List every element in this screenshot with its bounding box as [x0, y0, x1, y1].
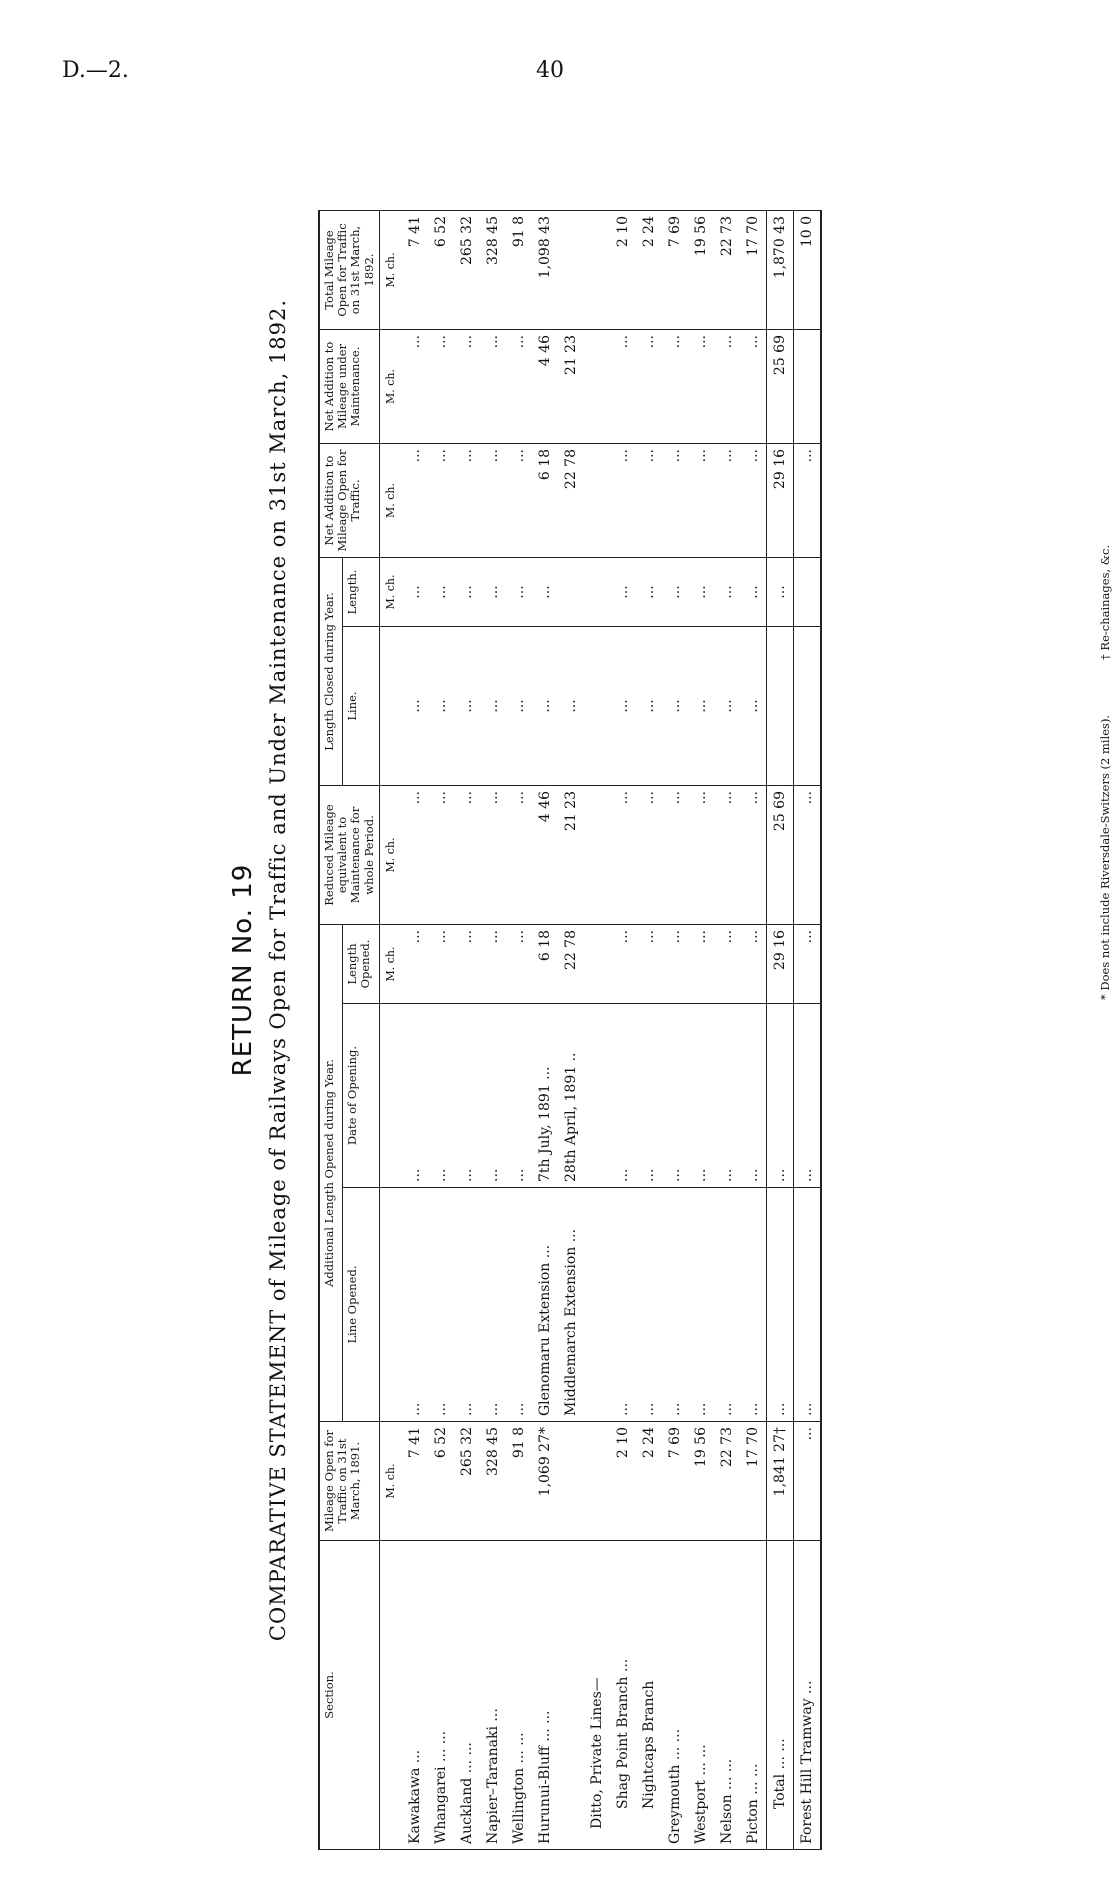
cell-len: ...	[480, 925, 506, 1004]
cell-red	[584, 786, 610, 925]
table-row	[766, 211, 793, 1850]
table-row	[793, 211, 821, 1850]
cell-cl-line: ...	[636, 627, 662, 786]
cell-len: ...	[506, 925, 532, 1004]
cell-cl-line: ...	[740, 627, 767, 786]
col-net-traffic: Net Addition to Mileage Open for Traffic.	[319, 444, 379, 558]
unit-label: M. ch.	[379, 558, 402, 627]
col-total-1892: Total Mileage Open for Traffic on 31st March, 1892.	[319, 211, 379, 330]
cell-cl-len: ...	[740, 558, 767, 627]
cell-open: 265 32	[454, 1422, 480, 1541]
cell-red: ...	[636, 786, 662, 925]
cell-net-t: ...	[740, 444, 767, 558]
cell-section: Westport ... ...	[688, 1541, 714, 1850]
col-date-opening: Date of Opening.	[342, 1004, 379, 1188]
cell-open	[558, 1422, 584, 1541]
cell-len	[584, 925, 610, 1004]
cell-len: ...	[454, 925, 480, 1004]
cell-len: ...	[714, 925, 740, 1004]
cell-date: ...	[714, 1004, 740, 1188]
cell-red: ...	[740, 786, 767, 925]
cell-net-m: ...	[662, 330, 688, 444]
cell-len: ...	[428, 925, 454, 1004]
cell-cl-len: ...	[532, 558, 558, 627]
cell-cl-len: ...	[766, 558, 793, 627]
table-row	[740, 211, 767, 1850]
cell-len: 29 16	[766, 925, 793, 1004]
cell-net-m: ...	[740, 330, 767, 444]
table-row	[402, 211, 428, 1850]
cell-line: ...	[610, 1188, 636, 1422]
cell-date: ...	[506, 1004, 532, 1188]
cell-total: 7 69	[662, 211, 688, 330]
table-row	[480, 211, 506, 1850]
cell-line: Glenomaru Extension ...	[532, 1188, 558, 1422]
cell-total: 1,098 43	[532, 211, 558, 330]
cell-line: ...	[766, 1188, 793, 1422]
cell-total	[584, 211, 610, 330]
rotated-page	[218, 80, 1114, 1860]
cell-cl-len: ...	[402, 558, 428, 627]
cell-len: ...	[740, 925, 767, 1004]
footnote-dagger: † Re-chainages, &c.	[1098, 544, 1112, 660]
cell-open: 6 52	[428, 1422, 454, 1541]
cell-len: 6 18	[532, 925, 558, 1004]
cell-open: 91 8	[506, 1422, 532, 1541]
cell-date: ...	[402, 1004, 428, 1188]
cell-line: ...	[793, 1188, 821, 1422]
cell-net-t: 22 78	[558, 444, 584, 558]
cell-line: ...	[636, 1188, 662, 1422]
cell-cl-line: ...	[688, 627, 714, 786]
cell-cl-len: ...	[714, 558, 740, 627]
cell-len: ...	[610, 925, 636, 1004]
cell-total: 19 56	[688, 211, 714, 330]
cell-net-m: ...	[610, 330, 636, 444]
col-section: Section.	[319, 1541, 379, 1850]
cell-red: ...	[506, 786, 532, 925]
cell-cl-len	[584, 558, 610, 627]
table-row	[636, 211, 662, 1850]
col-closed-line: Line.	[342, 627, 379, 786]
cell-net-t: ...	[662, 444, 688, 558]
table-row	[688, 211, 714, 1850]
cell-open: 2 10	[610, 1422, 636, 1541]
cell-net-t: ...	[454, 444, 480, 558]
cell-net-m: ...	[428, 330, 454, 444]
cell-red: 25 69	[766, 786, 793, 925]
cell-net-t: ...	[402, 444, 428, 558]
cell-red: ...	[610, 786, 636, 925]
cell-section: Total ... ...	[766, 1541, 793, 1850]
cell-line: Middlemarch Extension ...	[558, 1188, 584, 1422]
cell-red: ...	[714, 786, 740, 925]
cell-section: Ditto, Private Lines—	[584, 1541, 610, 1850]
cell-red: ...	[454, 786, 480, 925]
cell-open: ...	[793, 1422, 821, 1541]
cell-len: ...	[662, 925, 688, 1004]
cell-net-m: ...	[454, 330, 480, 444]
document-code: D.—2.	[62, 58, 129, 83]
cell-net-m: ...	[636, 330, 662, 444]
col-closed-length: Length.	[342, 558, 379, 627]
cell-line	[584, 1188, 610, 1422]
cell-line: ...	[402, 1188, 428, 1422]
cell-net-t	[584, 444, 610, 558]
cell-red: ...	[688, 786, 714, 925]
cell-section	[558, 1541, 584, 1850]
cell-cl-line	[584, 627, 610, 786]
cell-net-t: 29 16	[766, 444, 793, 558]
cell-len: ...	[793, 925, 821, 1004]
cell-total: 6 52	[428, 211, 454, 330]
cell-net-m	[584, 330, 610, 444]
table-row	[714, 211, 740, 1850]
unit-label: M. ch.	[379, 1422, 402, 1541]
cell-cl-line	[793, 627, 821, 786]
cell-red: 4 46	[532, 786, 558, 925]
cell-red: ...	[793, 786, 821, 925]
unit-label: M. ch.	[379, 330, 402, 444]
cell-date: ...	[454, 1004, 480, 1188]
cell-open: 328 45	[480, 1422, 506, 1541]
unit-label: M. ch.	[379, 786, 402, 925]
mileage-table	[318, 210, 822, 1850]
cell-cl-len: ...	[688, 558, 714, 627]
cell-cl-len: ...	[454, 558, 480, 627]
cell-section: Shag Point Branch ...	[610, 1541, 636, 1850]
cell-cl-len	[558, 558, 584, 627]
table-row	[662, 211, 688, 1850]
cell-total: 265 32	[454, 211, 480, 330]
cell-section: Forest Hill Tramway ...	[793, 1541, 821, 1850]
cell-cl-line: ...	[558, 627, 584, 786]
cell-net-t: ...	[610, 444, 636, 558]
cell-cl-line: ...	[714, 627, 740, 786]
cell-net-t: ...	[506, 444, 532, 558]
cell-cl-line: ...	[532, 627, 558, 786]
cell-len: ...	[402, 925, 428, 1004]
table-row	[506, 211, 532, 1850]
cell-net-t: ...	[636, 444, 662, 558]
cell-len: ...	[636, 925, 662, 1004]
cell-section: Greymouth ... ...	[662, 1541, 688, 1850]
cell-cl-len: ...	[480, 558, 506, 627]
cell-line: ...	[714, 1188, 740, 1422]
cell-net-t: ...	[714, 444, 740, 558]
cell-section: Nightcaps Branch	[636, 1541, 662, 1850]
col-net-maintenance: Net Addition to Mileage under Maintenance.	[319, 330, 379, 444]
cell-open: 22 73	[714, 1422, 740, 1541]
cell-len: ...	[688, 925, 714, 1004]
cell-open: 7 69	[662, 1422, 688, 1541]
cell-date: ...	[428, 1004, 454, 1188]
footnote-star: * Does not include Riversdale-Switzers (2 miles).	[1098, 714, 1112, 1000]
cell-red: ...	[480, 786, 506, 925]
page-number: 40	[536, 58, 564, 83]
statement-title: COMPARATIVE STATEMENT of Mileage of Railways Open for Traffic and Under Maintenance on 31st March, 1892.	[266, 298, 290, 1642]
col-additional: Additional Length Opened during Year.	[319, 925, 342, 1422]
cell-line: ...	[480, 1188, 506, 1422]
cell-cl-len	[793, 558, 821, 627]
cell-date: ...	[688, 1004, 714, 1188]
return-title: RETURN No. 19	[228, 863, 258, 1077]
cell-net-m: ...	[480, 330, 506, 444]
unit-label: M. ch.	[379, 444, 402, 558]
cell-date: 7th July, 1891 ...	[532, 1004, 558, 1188]
cell-net-m: ...	[402, 330, 428, 444]
cell-total: 7 41	[402, 211, 428, 330]
cell-total: 91 8	[506, 211, 532, 330]
cell-section: Whangarei ... ...	[428, 1541, 454, 1850]
unit-label: M. ch.	[379, 211, 402, 330]
cell-net-m: ...	[688, 330, 714, 444]
cell-net-t: ...	[688, 444, 714, 558]
cell-cl-len: ...	[662, 558, 688, 627]
cell-cl-line: ...	[402, 627, 428, 786]
cell-red: ...	[662, 786, 688, 925]
cell-date: ...	[662, 1004, 688, 1188]
cell-section: Picton ... ...	[740, 1541, 767, 1850]
cell-net-t: 6 18	[532, 444, 558, 558]
cell-total: 2 10	[610, 211, 636, 330]
unit-row	[379, 211, 402, 1850]
col-reduced: Reduced Mileage equivalent to Maintenance for whole Period.	[319, 786, 379, 925]
cell-section: Kawakawa ...	[402, 1541, 428, 1850]
unit-label: M. ch.	[379, 925, 402, 1004]
cell-line: ...	[662, 1188, 688, 1422]
cell-cl-line	[766, 627, 793, 786]
cell-section: Napier–Taranaki ...	[480, 1541, 506, 1850]
cell-date: ...	[740, 1004, 767, 1188]
cell-cl-line: ...	[610, 627, 636, 786]
cell-cl-len: ...	[428, 558, 454, 627]
table-row	[428, 211, 454, 1850]
cell-cl-line: ...	[662, 627, 688, 786]
cell-red: 21 23	[558, 786, 584, 925]
cell-red: ...	[428, 786, 454, 925]
cell-net-m	[793, 330, 821, 444]
cell-section: Wellington ... ...	[506, 1541, 532, 1850]
table-row	[584, 211, 610, 1850]
cell-date	[584, 1004, 610, 1188]
cell-total: 22 73	[714, 211, 740, 330]
cell-cl-len: ...	[610, 558, 636, 627]
cell-net-t: ...	[428, 444, 454, 558]
cell-cl-len: ...	[506, 558, 532, 627]
cell-net-t: ...	[793, 444, 821, 558]
cell-section: Auckland ... ...	[454, 1541, 480, 1850]
cell-open: 2 24	[636, 1422, 662, 1541]
cell-line: ...	[740, 1188, 767, 1422]
cell-section: Hurunui-Bluff ... ...	[532, 1541, 558, 1850]
cell-date: ...	[480, 1004, 506, 1188]
cell-line: ...	[506, 1188, 532, 1422]
cell-cl-line: ...	[428, 627, 454, 786]
cell-open: 7 41	[402, 1422, 428, 1541]
cell-date: ...	[610, 1004, 636, 1188]
cell-line: ...	[688, 1188, 714, 1422]
cell-total: 17 70	[740, 211, 767, 330]
cell-net-m: ...	[506, 330, 532, 444]
table-row	[454, 211, 480, 1850]
cell-open: 17 70	[740, 1422, 767, 1541]
cell-len: 22 78	[558, 925, 584, 1004]
cell-date: ...	[636, 1004, 662, 1188]
col-line-opened: Line Opened.	[342, 1188, 379, 1422]
cell-cl-line: ...	[480, 627, 506, 786]
cell-date: ...	[793, 1004, 821, 1188]
cell-net-t: ...	[480, 444, 506, 558]
cell-net-m: ...	[714, 330, 740, 444]
cell-total: 328 45	[480, 211, 506, 330]
cell-open: 1,069 27*	[532, 1422, 558, 1541]
col-open-1891: Mileage Open for Traffic on 31st March, 1891.	[319, 1422, 379, 1541]
table-row	[532, 211, 558, 1850]
cell-open: 1,841 27†	[766, 1422, 793, 1541]
col-closed: Length Closed during Year.	[319, 558, 342, 786]
cell-cl-line: ...	[454, 627, 480, 786]
cell-total: 1,870 43	[766, 211, 793, 330]
cell-line: ...	[428, 1188, 454, 1422]
cell-total: 2 24	[636, 211, 662, 330]
cell-net-m: 21 23	[558, 330, 584, 444]
cell-total	[558, 211, 584, 330]
cell-open	[584, 1422, 610, 1541]
cell-date: 28th April, 1891 ..	[558, 1004, 584, 1188]
cell-open: 19 56	[688, 1422, 714, 1541]
cell-net-m: 4 46	[532, 330, 558, 444]
col-length-opened: Length Opened.	[342, 925, 379, 1004]
cell-line: ...	[454, 1188, 480, 1422]
table-row	[558, 211, 584, 1850]
cell-total: 10 0	[793, 211, 821, 330]
table-row	[610, 211, 636, 1850]
cell-red: ...	[402, 786, 428, 925]
cell-date: ...	[766, 1004, 793, 1188]
cell-cl-line: ...	[506, 627, 532, 786]
cell-cl-len: ...	[636, 558, 662, 627]
cell-net-m: 25 69	[766, 330, 793, 444]
cell-section: Nelson ... ...	[714, 1541, 740, 1850]
